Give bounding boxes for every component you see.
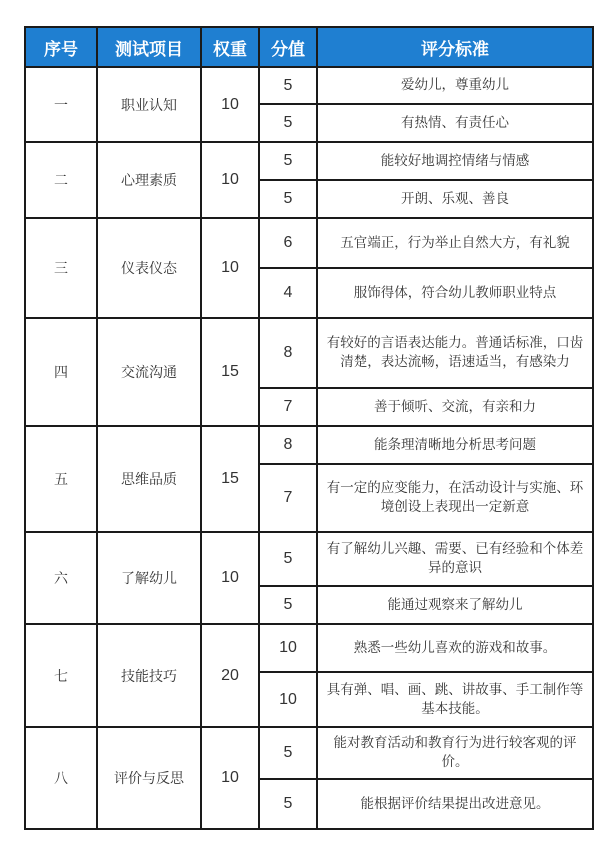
score-table-container — [24, 26, 594, 830]
test-item: 职业认知 — [97, 67, 201, 142]
score-value: 7 — [259, 388, 317, 426]
criteria-text: 能条理清晰地分析思考问题 — [317, 426, 593, 464]
row-number: 三 — [25, 218, 97, 318]
row-number: 一 — [25, 67, 97, 142]
test-item: 评价与反思 — [97, 727, 201, 829]
table-row — [25, 532, 593, 586]
table-row — [25, 218, 593, 268]
score-value: 6 — [259, 218, 317, 268]
weight-value: 10 — [201, 218, 259, 318]
table-row — [25, 727, 593, 779]
criteria-text: 熟悉一些幼儿喜欢的游戏和故事。 — [317, 624, 593, 672]
row-number: 二 — [25, 142, 97, 218]
weight-value: 10 — [201, 67, 259, 142]
score-value: 8 — [259, 318, 317, 388]
score-value: 5 — [259, 586, 317, 624]
test-item: 仪表仪态 — [97, 218, 201, 318]
test-item: 了解幼儿 — [97, 532, 201, 624]
criteria-text: 善于倾听、交流，有亲和力 — [317, 388, 593, 426]
criteria-text: 具有弹、唱、画、跳、讲故事、手工制作等基本技能。 — [317, 672, 593, 727]
score-value: 5 — [259, 727, 317, 779]
score-value: 7 — [259, 464, 317, 532]
table-row — [25, 426, 593, 464]
criteria-text: 服饰得体，符合幼儿教师职业特点 — [317, 268, 593, 318]
criteria-text: 能根据评价结果提出改进意见。 — [317, 779, 593, 829]
score-value: 5 — [259, 180, 317, 218]
weight-value: 20 — [201, 624, 259, 727]
criteria-text: 能通过观察来了解幼儿 — [317, 586, 593, 624]
score-value: 10 — [259, 624, 317, 672]
header-item: 测试项目 — [97, 27, 201, 67]
criteria-text: 有较好的言语表达能力。普通话标准，口齿清楚，表达流畅，语速适当，有感染力 — [317, 318, 593, 388]
table-row — [25, 142, 593, 180]
criteria-text: 爱幼儿，尊重幼儿 — [317, 67, 593, 104]
score-value: 5 — [259, 142, 317, 180]
table-row — [25, 67, 593, 104]
header-weight: 权重 — [201, 27, 259, 67]
weight-value: 15 — [201, 426, 259, 532]
weight-value: 10 — [201, 727, 259, 829]
table-row — [25, 318, 593, 388]
header-criteria: 评分标准 — [317, 27, 593, 67]
score-value: 5 — [259, 67, 317, 104]
weight-value: 10 — [201, 532, 259, 624]
score-value: 5 — [259, 104, 317, 142]
row-number: 七 — [25, 624, 97, 727]
test-item: 思维品质 — [97, 426, 201, 532]
row-number: 四 — [25, 318, 97, 426]
scoring-table — [24, 26, 594, 830]
weight-value: 10 — [201, 142, 259, 218]
weight-value: 15 — [201, 318, 259, 426]
header-score: 分值 — [259, 27, 317, 67]
score-value: 4 — [259, 268, 317, 318]
table-row — [25, 624, 593, 672]
test-item: 技能技巧 — [97, 624, 201, 727]
score-value: 10 — [259, 672, 317, 727]
criteria-text: 五官端正，行为举止自然大方，有礼貌 — [317, 218, 593, 268]
row-number: 六 — [25, 532, 97, 624]
score-value: 8 — [259, 426, 317, 464]
test-item: 交流沟通 — [97, 318, 201, 426]
criteria-text: 开朗、乐观、善良 — [317, 180, 593, 218]
row-number: 八 — [25, 727, 97, 829]
header-row — [25, 27, 593, 67]
test-item: 心理素质 — [97, 142, 201, 218]
row-number: 五 — [25, 426, 97, 532]
criteria-text: 有一定的应变能力，在活动设计与实施、环境创设上表现出一定新意 — [317, 464, 593, 532]
score-value: 5 — [259, 532, 317, 586]
criteria-text: 能对教育活动和教育行为进行较客观的评价。 — [317, 727, 593, 779]
criteria-text: 能较好地调控情绪与情感 — [317, 142, 593, 180]
header-num: 序号 — [25, 27, 97, 67]
criteria-text: 有了解幼儿兴趣、需要、已有经验和个体差异的意识 — [317, 532, 593, 586]
criteria-text: 有热情、有责任心 — [317, 104, 593, 142]
score-value: 5 — [259, 779, 317, 829]
